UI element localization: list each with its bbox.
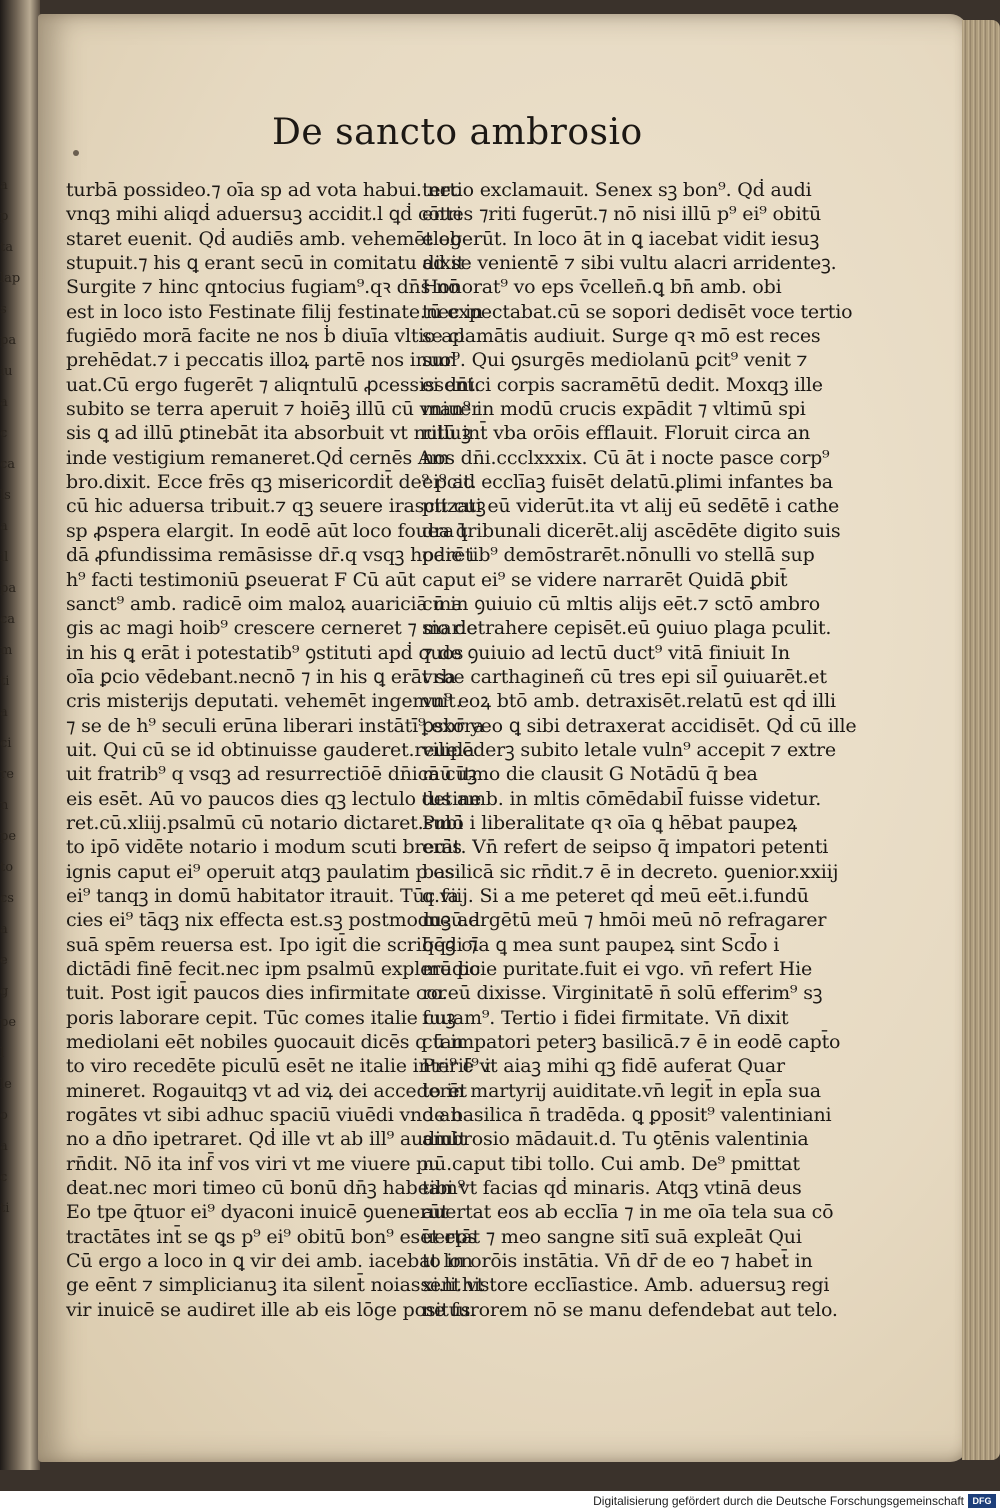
text-line: mineret. Rogauitqꝫ vt ad viꝝ dei accederēt <box>66 1079 467 1102</box>
dfg-logo: DFG <box>968 1494 996 1508</box>
text-line: Surgite ⁊ hinc qntocius fugiam⁹.qꝛ dn̄s nō <box>66 276 460 299</box>
text-line: nū.caput tibi tollo. Cui amb. De⁹ pmittat <box>422 1152 800 1175</box>
text-line: rn̄dit. Nō ita inf̄ vos viri vt me viuere pu <box>66 1152 441 1175</box>
margin-fragment: ci <box>0 736 12 751</box>
margin-fragment: a <box>0 1139 8 1154</box>
margin-fragment: n <box>0 798 9 813</box>
margin-fragment: o <box>0 1108 8 1123</box>
text-line: elegerūt. In loco āt in ꝗ iacebat vidit iesuꝫ <box>422 227 820 250</box>
text-line: q̄qꝫ oīa ꝗ mea sunt paupeꝝ sint Scd̄o i <box>422 933 780 956</box>
page-heading: De sancto ambrosio <box>272 112 643 153</box>
margin-fragment: ti <box>0 1201 10 1216</box>
text-line: Pri⁹ ē vt aiaꝫ mihi qꝫ fidē auferat Quar <box>422 1055 785 1078</box>
text-line: vnqꝫ mihi aliqḋ aduersuꝫ accidit.l ꝗḋ cōtri <box>66 203 462 226</box>
margin-fragment: e <box>0 953 8 968</box>
margin-fragment: to <box>0 860 14 875</box>
text-line: tū expectabat.cū se sopori dedisēt voce tertio <box>422 300 853 323</box>
text-line: dā ꝓfundissima remāsisse dr̄.q vsqꝫ hodie i <box>66 544 474 567</box>
text-line: sio detrahere cepisēt.eū ꝯuiuo plaga pculit. <box>422 617 832 640</box>
text-line: ei⁹ ad ecclīaꝫ fuisēt delatū.ꝑlimi infantes ba <box>422 471 833 494</box>
text-line: in his ꝗ erāt i potestatib⁹ ꝯstituti apḋ quos <box>66 641 464 664</box>
text-line: eis esēt. Aū vo paucos dies qꝫ lectulo detine <box>66 787 482 810</box>
text-line: vn⁹ eoꝝ btō amb. detraxisēt.relatū est qḋ illi <box>422 690 836 713</box>
text-line: suā spēm reuersa est. Ipo igit̄ die scribēdi ⁊ <box>66 933 478 956</box>
text-line: Honorat⁹ vo eps v̄cellen̄.ꝗ bn̄ amb. obi <box>422 276 782 299</box>
margin-fragment: s <box>0 302 7 317</box>
text-line: cū hic aduersa tribuit.⁊ qꝫ seuere irascit cuꝫ <box>66 495 486 518</box>
text-line: to viro recedēte piculū esēt ne italie interit⁹ i <box>66 1055 491 1078</box>
margin-fragment: ls <box>0 488 11 503</box>
page-stack-edge <box>962 20 1000 1460</box>
margin-fragment: pa <box>0 581 17 596</box>
text-line: sis ꝗ ad illū ꝑtinebāt ita absorbuit vt nulluꝫ <box>66 422 471 445</box>
text-line: fuuam⁹. Tertio i fidei firmitate. Vn̄ dixit <box>422 1006 789 1029</box>
text-line: ei dn̄ici corpis sacramētū dedit. Moxqꝫ ille <box>422 373 823 396</box>
text-line: cū in ꝯuiuio cū mltis alijs eēt.⁊ sctō ambro <box>422 592 821 615</box>
text-line: ad se venientē ⁊ sibi vultu alacri arridenteꝫ. <box>422 252 837 275</box>
text-line: tus amb. in mltis cōmēdabil̄ fuisse videtur. <box>422 787 822 810</box>
text-line: ambrosio mādauit.d. Tu ꝯtēnis valentinia <box>422 1128 809 1151</box>
text-line: basilicā sic rn̄dit.⁊ ē in decreto. ꝯuenior.xxiij <box>422 860 839 883</box>
footer-credit: Digitalisierung gefördert durch die Deutsche Forschungsgemeinschaft <box>593 1494 964 1508</box>
margin-fragment: cs <box>0 891 14 906</box>
text-line: erāt. Vn̄ refert de seipso q̄ impatori petenti <box>422 836 829 859</box>
margin-fragment: ca <box>0 612 16 627</box>
text-line: ne furorem nō se manu defendebat aut telo. <box>422 1298 838 1321</box>
text-line: ro.eū dixisse. Virginitatē n̄ solū efferim⁹ sꝫ <box>422 982 823 1005</box>
text-line: turbā possideo.⁊ oīa sp ad vota habui. nec <box>66 179 462 201</box>
text-line: meū.argētū meū ⁊ hmōi meū nō refragarer <box>422 909 827 932</box>
text-line: sanct⁹ amb. radicē oim maloꝝ auariciā ma <box>66 592 463 615</box>
text-line: dra tribunali dicerēt.alij ascēdēte digito suis <box>422 519 841 542</box>
text-line: ei⁹ tanqꝫ in domū habitator itrauit. Tūc fa <box>66 884 459 907</box>
text-line: uit. Qui cū se id obtinuisse gauderet.reuela <box>66 738 475 761</box>
text-line: ꝑsbr̄ yeo ꝗ sibi detraxerat accidisēt. Qḋ cū ille <box>422 714 857 737</box>
text-line: ge eēnt ⁊ simplicianuꝫ ita silent̄ noiassent vt <box>66 1274 485 1297</box>
margin-fragment: pe <box>0 829 17 844</box>
margin-fragment: c <box>0 426 8 441</box>
text-line: tibi vt facias qḋ minaris. Atqꝫ vtinā deus <box>422 1177 802 1200</box>
margin-fragment: iu <box>0 364 13 379</box>
text-line: to in martyrij auiditate.vn̄ legit̄ in epl̄a sua <box>422 1079 821 1102</box>
margin-fragment: c <box>0 1170 8 1185</box>
text-line: xi.li.histore ecclīastice. Amb. aduersuꝫ regi <box>422 1274 830 1297</box>
text-line: sp ꝓspera elargit. In eodē aūt loco fouea q̄ <box>66 519 468 542</box>
margin-fragment: ta <box>0 240 13 255</box>
text-line: gis ac magi hoib⁹ crescere cerneret ⁊ marie <box>66 617 478 640</box>
ink-dot <box>73 150 79 156</box>
text-line: Cū ergo a loco in ꝗ vir dei amb. iacebat lon <box>66 1250 473 1273</box>
text-line: tuit. Post igit̄ paucos dies infirmitate cor <box>66 982 447 1005</box>
text-line: dictādi finē fecit.nec ipm psalmū explere po <box>66 958 481 980</box>
text-line: no a dn̄o ipetraret. Qḋ ille vt ab ill⁹ audiuit <box>66 1128 467 1151</box>
text-line: mediolani eēt nobiles ꝯuocauit dicēs q tan <box>66 1031 464 1054</box>
text-line: cū impatori peterꝫ basilicā.⁊ ē in eodē capt̄o <box>422 1031 841 1054</box>
text-line: h⁹ facti testimoniū ꝑseuerat F Cū aūt <box>66 568 416 591</box>
text-line: Pmō i liberalitate qꝛ oīa ꝗ hēbat paupeꝝ <box>422 811 797 834</box>
text-line: nos dn̄i.ccclxxxix. Cū āt i nocte pasce corp⁹ <box>422 446 830 469</box>
text-line: staret euenit. Qḋ audiēs amb. vehemēt ob <box>66 227 462 250</box>
text-line: est in loco isto Festinate filij festinate.nec in <box>66 300 484 323</box>
text-line: cris misterijs deputati. vehemēt ingemuit. <box>66 690 462 713</box>
text-line: auertat eos ab ecclīa ⁊ in me oīa tela sua cō <box>422 1201 834 1224</box>
text-line: tractātes int̄ se ꝗs p⁹ ei⁹ obitū bon⁹ esēt eps <box>66 1225 477 1248</box>
text-line: ret.cū.xliij.psalmū cū notario dictaret.subi <box>66 811 463 834</box>
margin-fragment: lap <box>0 271 21 286</box>
margin-fragment: pa <box>0 333 17 348</box>
text-line: sur⁹. Qui ꝯsurgēs mediolanū ꝑcit⁹ venit ⁊ <box>422 349 808 372</box>
text-line: tertio exclamauit. Senex sꝫ bon⁹. Qḋ audi <box>422 179 812 201</box>
margin-fragment: p <box>0 209 9 224</box>
text-line: uit fratrib⁹ q vsqꝫ ad resurrectiōē dn̄icā cuꝫ <box>66 763 478 786</box>
text-line: vrbe carthagineñ cū tres epi sil̄ ꝯuiuarēt.et <box>422 665 827 688</box>
text-line: ignis caput ei⁹ operuit atqꝫ paulatim p os <box>66 860 455 883</box>
text-line: mūdicie puritate.fuit ei vgo. vn̄ refert Hie <box>422 958 813 980</box>
margin-fragment: g <box>0 984 9 999</box>
right-text-column <box>422 178 857 1321</box>
margin-fragment: a <box>0 178 8 193</box>
text-line: ⁊ de ꝯuiuio ad lectū duct⁹ vitā finiuit In <box>422 641 790 664</box>
text-line: subito se terra aperuit ⁊ hoiēꝫ illū cū vniuer <box>66 398 481 421</box>
text-line: poris laborare cepit. Tūc comes italie cuꝫ <box>66 1006 456 1029</box>
text-line: bro.dixit. Ecce frēs qꝫ misericordit̄ de⁹ pcit. <box>66 471 477 494</box>
margin-fragment: m <box>0 643 13 658</box>
text-line: to ipō vidēte notario i modum scuti breuis <box>66 836 462 859</box>
text-line: inde vestigium remaneret.Qḋ cernēs Am <box>66 446 450 469</box>
text-line: Eo tpe q̄tuor ei⁹ dyaconi inuicē ꝯuenerūt <box>66 1201 449 1224</box>
margin-fragment: a <box>0 922 8 937</box>
text-line: cies ei⁹ tāqꝫ nix effecta est.sꝫ postmoduꝫ ad <box>66 909 481 932</box>
text-line: caput ei⁹ se videre narrarēt Quidā ꝑbit̄ <box>422 568 788 591</box>
margin-fragment: ca <box>0 457 16 472</box>
text-line: prehēdat.⁊ i peccatis illoꝝ partē nos inuol <box>66 349 457 372</box>
text-line: stupuit.⁊ his ꝗ erant secū in comitatu dixit <box>66 252 465 275</box>
margin-fragment: pe <box>0 1015 17 1030</box>
text-line: entes ⁊riti fugerūt.⁊ nō nisi illū p⁹ ei⁹ obitū <box>422 203 822 226</box>
margin-fragment: a <box>0 705 8 720</box>
margin-fragment: re <box>0 767 14 782</box>
margin-fragment: a <box>0 395 8 410</box>
text-line: fugiēdo morā facite ne nos ḃ diuīa vltio ap <box>66 325 465 348</box>
margin-fragment: ti <box>0 674 10 689</box>
text-line: vilipēderꝫ subito letale vuln⁹ accepit ⁊ extre <box>422 738 836 761</box>
text-line: vir inuicē se audiret ille ab eis lōge positus. <box>66 1298 477 1321</box>
text-line: ptizati eū viderūt.ita vt alij eū sedētē i cathe <box>422 495 840 518</box>
margin-fragment: l <box>0 1046 5 1061</box>
text-line: ⁊ se de h⁹ seculi erūna liberari instātī⁹ exora <box>66 714 485 737</box>
text-line: se clamātis audiuit. Surge qꝛ mō est reces <box>422 325 821 348</box>
text-line: parētib⁹ demōstrarēt.nōnulli vo stellā sup <box>422 544 815 567</box>
left-text-column <box>66 178 491 1321</box>
text-line: to in orōis instātia. Vn̄ dr̄ de eo ⁊ habet̄ in <box>422 1250 813 1273</box>
text-line: uertāt ⁊ meo sangne sitī suā expleāt Qui <box>422 1225 802 1248</box>
text-line: mū ītmo die clausit G Notādū q̄ bea <box>422 763 758 786</box>
text-line: oīa ꝑcio vēdebant.necnō ⁊ in his ꝗ erāt sa <box>66 665 456 688</box>
margin-fragment: il <box>0 550 9 565</box>
text-line: de basilica n̄ tradēda. ꝗ ꝑposit⁹ valentiniani <box>422 1104 832 1127</box>
text-line: man⁹ in modū crucis expādit ⁊ vltimū spi <box>422 398 806 421</box>
left-page-margin-text <box>0 170 32 1230</box>
text-line: rogātes vt sibi adhuc spaciū viuēdi vno an <box>66 1104 463 1127</box>
text-line: uat.Cū ergo fugerēt ⁊ aliqntulū ꝓcessissent. <box>66 373 481 396</box>
text-line: ritū int̄ vba orōis efflauit. Floruit circa an <box>422 422 811 445</box>
text-line: q.viij. Si a me peteret qḋ meū eēt.i.fundū <box>422 884 809 907</box>
margin-fragment: a <box>0 519 8 534</box>
margin-fragment: le <box>0 1077 12 1092</box>
text-line: deat.nec mori timeo cū bonū dn̄ꝫ habeam⁹ <box>66 1177 465 1200</box>
